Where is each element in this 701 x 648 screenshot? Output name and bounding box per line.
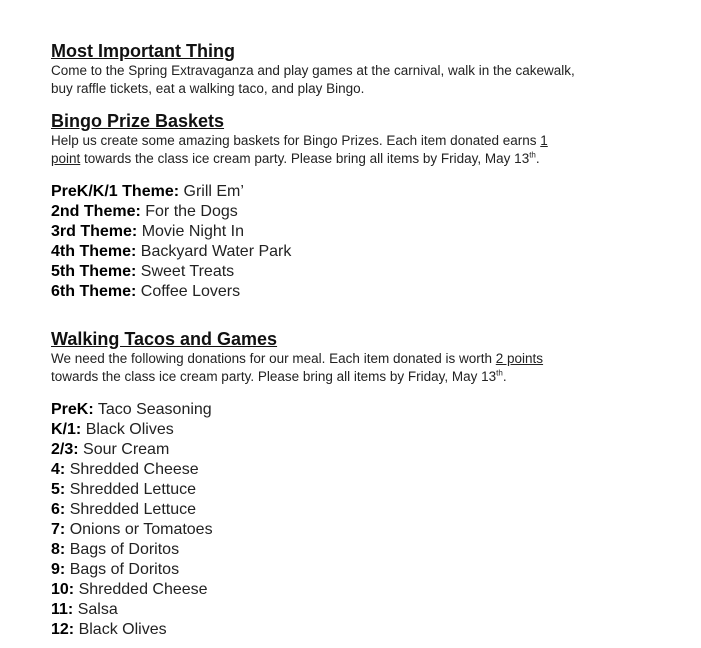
section-most-important [51,40,671,98]
list-item [51,540,671,560]
section-body-most-important [51,62,671,98]
document-page [51,40,671,640]
item-label: 3rd Theme: [51,223,138,240]
list-item [51,420,671,440]
item-label: 7: [51,521,66,538]
item-value: Shredded Lettuce [69,501,197,518]
item-value: Bags of Doritos [69,561,180,578]
item-label: 6: [51,501,66,518]
list-item [51,202,671,222]
section-body-walking-tacos [51,350,671,386]
list-item [51,520,671,540]
item-label: 9: [51,561,66,578]
superscript: th [496,368,503,378]
superscript: th [529,150,536,160]
list-item [51,480,671,500]
item-value: For the Dogs [145,203,238,220]
body-text: Help us create some amazing baskets for Bingo Prizes. Each item donated earns [51,133,541,148]
list-item [51,600,671,620]
list-item [51,620,671,640]
item-value: Sour Cream [83,441,170,458]
item-label: 10: [51,581,75,598]
body-line: buy raffle tickets, eat a walking taco, and play Bingo. [51,81,365,96]
item-label: K/1: [51,421,82,438]
list-item [51,262,671,282]
list-item [51,182,671,202]
item-value: Black Olives [78,621,167,638]
section-body-bingo [51,132,671,168]
section-bingo-prize-baskets [51,110,671,302]
list-item [51,222,671,242]
section-heading-most-important: Most Important Thing [51,41,235,61]
list-item [51,400,671,420]
item-value: Coffee Lovers [140,283,241,300]
list-item [51,560,671,580]
list-item [51,460,671,480]
theme-list [51,182,671,302]
item-value: Shredded Lettuce [69,481,197,498]
underlined-text: 2 points [495,351,544,366]
list-item [51,440,671,460]
list-item [51,282,671,302]
item-label: 4: [51,461,66,478]
list-item [51,500,671,520]
item-value: Backyard Water Park [140,243,292,260]
item-value: Grill Em’ [183,183,244,200]
section-walking-tacos [51,328,671,640]
item-label: 2/3: [51,441,79,458]
item-label: PreK: [51,401,94,418]
item-label: PreK/K/1 Theme: [51,183,180,200]
item-label: 6th Theme: [51,283,137,300]
list-item [51,580,671,600]
body-text: towards the class ice cream party. Please bring all items by Friday, May 13 [51,369,497,384]
body-text: . [535,151,540,166]
section-heading-bingo: Bingo Prize Baskets [51,111,225,131]
item-value: Shredded Cheese [69,461,199,478]
item-value: Movie Night In [141,223,244,240]
underlined-text: point [51,151,81,166]
section-heading-walking-tacos: Walking Tacos and Games [51,329,278,349]
item-value: Bags of Doritos [69,541,180,558]
body-text: towards the class ice cream party. Please bring all items by Friday, May 13 [80,151,530,166]
item-value: Salsa [77,601,118,618]
item-value: Onions or Tomatoes [69,521,213,538]
item-label: 2nd Theme: [51,203,141,220]
item-value: Taco Seasoning [97,401,212,418]
item-label: 5th Theme: [51,263,137,280]
item-label: 12: [51,621,75,638]
item-value: Black Olives [85,421,174,438]
body-text: . [502,369,507,384]
item-label: 11: [51,601,74,618]
item-value: Sweet Treats [140,263,235,280]
body-line: Come to the Spring Extravaganza and play games at the carnival, walk in the cakewalk, [51,63,575,78]
list-item [51,242,671,262]
item-value: Shredded Cheese [78,581,208,598]
underlined-text: 1 [540,133,548,148]
item-label: 5: [51,481,66,498]
body-text: We need the following donations for our meal. Each item donated is worth [51,351,496,366]
item-label: 8: [51,541,66,558]
donation-list [51,400,671,640]
item-label: 4th Theme: [51,243,137,260]
